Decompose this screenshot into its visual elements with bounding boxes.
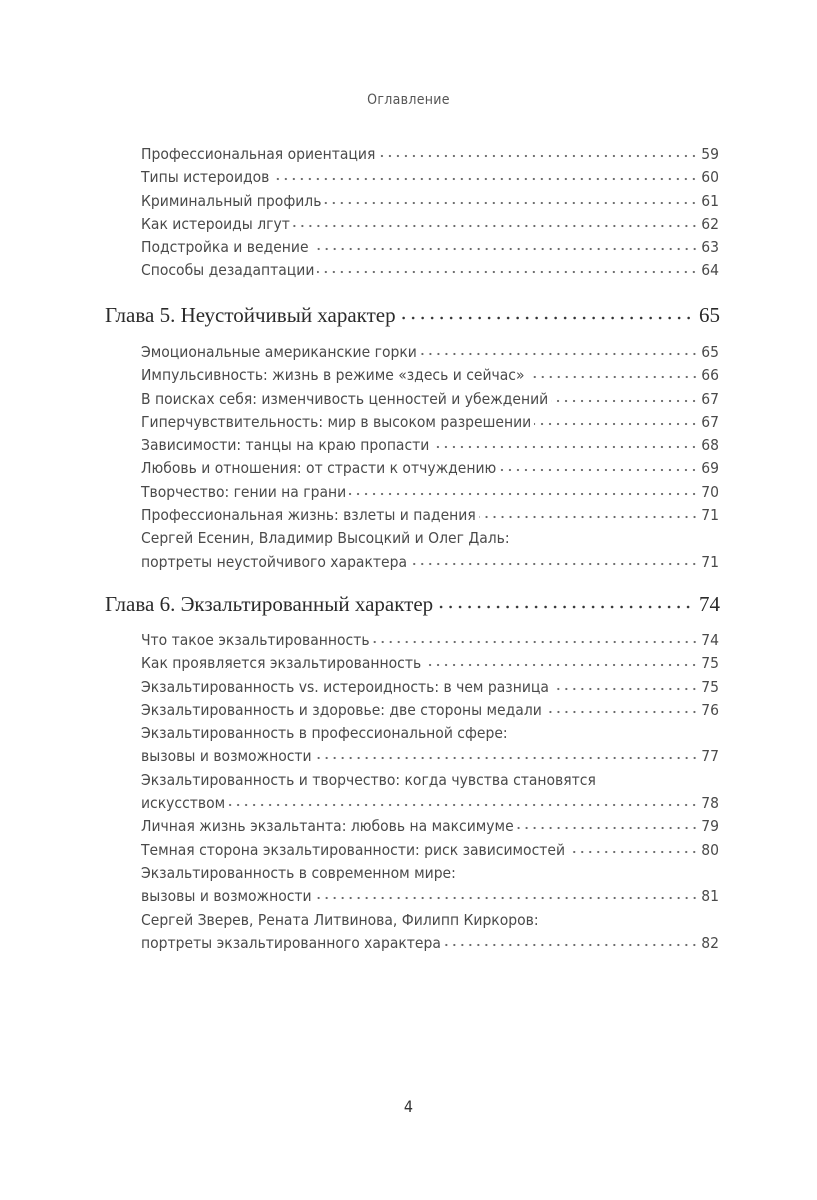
- chapter-page: 74: [699, 592, 720, 616]
- toc-entry-title: Сергей Зверев, Рената Литвинова, Филипп Киркоров:: [141, 910, 539, 929]
- toc-entry-line: [141, 364, 719, 387]
- toc-entry-line: [141, 629, 719, 652]
- dot-leader: [424, 662, 698, 668]
- toc-chapter-5-list: [141, 341, 719, 574]
- toc-entry-page: 79: [701, 817, 719, 836]
- toc-entry[interactable]: [141, 527, 719, 574]
- toc-entry-line: [141, 481, 719, 504]
- toc-entry-title: Экзальтированность в современном мире:: [141, 863, 456, 882]
- running-head: Оглавление: [367, 92, 450, 108]
- toc-entry[interactable]: [141, 909, 719, 956]
- toc-entry-line: [141, 862, 719, 885]
- toc-entry-line: [141, 769, 719, 792]
- dot-leader: [552, 686, 698, 692]
- toc-entry-page: 76: [701, 700, 719, 719]
- toc-entry-page: 81: [701, 887, 719, 906]
- toc-entry-title: вызовы и возможности: [141, 887, 312, 906]
- toc-entry-line: [141, 676, 719, 699]
- toc-entry-line: [141, 792, 719, 815]
- dot-leader: [312, 246, 699, 252]
- toc-entry-page: 60: [701, 168, 719, 187]
- toc-entry-title: Экзальтированность в профессиональной сфере:: [141, 724, 508, 743]
- toc-chapter-6-list: [141, 629, 719, 955]
- toc-entry-line: [141, 699, 719, 722]
- toc-entry-title: Темная сторона экзальтированности: риск зависимостей: [141, 840, 566, 859]
- toc-entry-line: [141, 213, 719, 236]
- toc-entry[interactable]: [141, 862, 719, 909]
- dot-leader: [432, 444, 698, 450]
- toc-entry-title: Сергей Есенин, Владимир Высоцкий и Олег Даль:: [141, 529, 510, 548]
- toc-entry-line: [141, 236, 719, 259]
- toc-entry-page: 67: [701, 412, 719, 431]
- toc-entry[interactable]: [141, 676, 719, 699]
- toc-entry[interactable]: [141, 504, 719, 527]
- toc-entry-page: 69: [701, 459, 719, 478]
- dot-leader: [293, 223, 698, 229]
- dot-leader: [373, 639, 699, 645]
- toc-entry[interactable]: [141, 652, 719, 675]
- toc-entry-line: [141, 932, 719, 955]
- toc-entry-line: [141, 745, 719, 768]
- toc-entry-title: Экзальтированность vs. истероидность: в чем разница: [141, 677, 549, 696]
- dot-leader: [528, 374, 699, 380]
- toc-entry-page: 63: [701, 238, 719, 257]
- page-number: 4: [403, 1097, 414, 1116]
- toc-entry-line: [141, 143, 719, 166]
- toc-entry[interactable]: [141, 815, 719, 838]
- toc-entry-title: Как проявляется экзальтированность: [141, 654, 422, 673]
- toc-entry-page: 77: [701, 747, 719, 766]
- toc-entry-page: 66: [701, 366, 719, 385]
- toc-entry-page: 78: [701, 794, 719, 813]
- toc-entry-line: [141, 815, 719, 838]
- dot-leader: [228, 802, 698, 808]
- toc-entry[interactable]: [141, 457, 719, 480]
- toc-entry-page: 59: [701, 145, 719, 163]
- chapter-heading[interactable]: [105, 303, 720, 328]
- toc-entry-line: [141, 190, 719, 213]
- toc-entry-title: портреты экзальтированного характера: [141, 933, 441, 952]
- toc-entry-line: [141, 504, 719, 527]
- toc-entry-page: 75: [701, 677, 719, 696]
- dot-leader: [420, 351, 698, 357]
- toc-entry-page: 82: [701, 933, 719, 952]
- toc-entry-line: [141, 166, 719, 189]
- dot-leader: [444, 942, 698, 948]
- toc-entry-title: Любовь и отношения: от страсти к отчуждению: [141, 459, 497, 478]
- toc-entry-title: вызовы и возможности: [141, 747, 312, 766]
- toc-entry-page: 71: [701, 506, 719, 525]
- toc-entry-page: 65: [701, 343, 719, 361]
- toc-entry[interactable]: [141, 434, 719, 457]
- toc-entry-page: 62: [701, 214, 719, 233]
- chapter-title: Глава 6. Экзальтированный характер: [105, 592, 434, 616]
- toc-entry-line: [141, 652, 719, 675]
- dot-leader: [324, 200, 698, 206]
- chapter-page: 65: [699, 303, 720, 327]
- toc-entry-page: 80: [701, 840, 719, 859]
- dot-leader: [499, 467, 698, 473]
- dot-leader: [402, 314, 693, 322]
- toc-entry-title: портреты неустойчивого характера: [141, 552, 408, 571]
- toc-entry-title: Что такое экзальтированность: [141, 631, 370, 649]
- dot-leader: [349, 491, 698, 497]
- chapter-title: Глава 5. Неустойчивый характер: [105, 303, 396, 327]
- toc-entry-title: Профессиональная ориентация: [141, 145, 376, 163]
- toc-entry-title: Криминальный профиль: [141, 191, 322, 210]
- dot-leader: [315, 895, 699, 901]
- toc-entry-page: 74: [701, 631, 719, 649]
- toc-entry[interactable]: [141, 411, 719, 434]
- toc-entry[interactable]: [141, 236, 719, 259]
- dot-leader: [272, 176, 698, 182]
- toc-entry-title: Способы дезадаптации: [141, 261, 315, 280]
- dot-leader: [378, 153, 698, 159]
- toc-entry-title: Гиперчувствительность: мир в высоком разрешении: [141, 412, 532, 431]
- toc-entry[interactable]: [141, 388, 719, 411]
- toc-entry-title: Импульсивность: жизнь в режиме «здесь и сейчас»: [141, 366, 525, 385]
- toc-entry-title: Типы истероидов: [141, 168, 270, 187]
- dot-leader: [315, 755, 699, 761]
- toc-intro-list: [141, 143, 719, 283]
- toc-entry-page: 61: [701, 191, 719, 210]
- toc-entry-line: [141, 434, 719, 457]
- dot-leader: [568, 849, 698, 855]
- toc-entry-page: 70: [701, 482, 719, 501]
- toc-entry[interactable]: [141, 699, 719, 722]
- toc-entry-line: [141, 885, 719, 908]
- toc-entry[interactable]: [141, 143, 719, 166]
- toc-entry-line: [141, 909, 719, 932]
- toc-entry-page: 67: [701, 389, 719, 408]
- toc-entry-line: [141, 839, 719, 862]
- toc-entry[interactable]: [141, 629, 719, 652]
- toc-entry[interactable]: [141, 481, 719, 504]
- toc-entry[interactable]: [141, 722, 719, 769]
- toc-entry-line: [141, 341, 719, 364]
- toc-entry-title: Экзальтированность и здоровье: две стороны медали: [141, 700, 542, 719]
- toc-entry[interactable]: [141, 259, 719, 282]
- toc-entry-page: 68: [701, 436, 719, 455]
- toc-entry-title: Личная жизнь экзальтанта: любовь на максимуме: [141, 817, 514, 836]
- toc-entry-title: Подстройка и ведение: [141, 238, 309, 257]
- toc-entry-page: 64: [701, 261, 719, 280]
- dot-leader: [551, 398, 698, 404]
- dot-leader: [534, 421, 698, 427]
- dot-leader: [410, 561, 698, 567]
- toc-entry-line: [141, 259, 719, 282]
- toc-entry-line: [141, 411, 719, 434]
- toc-entry-page: 71: [701, 552, 719, 571]
- toc-entry[interactable]: [141, 364, 719, 387]
- toc-entry-title: искусством: [141, 794, 226, 813]
- toc-entry[interactable]: [141, 839, 719, 862]
- toc-entry-line: [141, 457, 719, 480]
- dot-leader: [517, 825, 699, 831]
- dot-leader: [545, 709, 698, 715]
- toc-entry-line: [141, 551, 719, 574]
- toc-entry-title: В поисках себя: изменчивость ценностей и убеждений: [141, 389, 549, 408]
- toc-entry-line: [141, 388, 719, 411]
- toc-entry-line: [141, 722, 719, 745]
- dot-leader: [439, 603, 693, 611]
- toc-entry[interactable]: [141, 341, 719, 364]
- toc-entry[interactable]: [141, 769, 719, 816]
- toc-entry-title: Профессиональная жизнь: взлеты и падения: [141, 506, 476, 525]
- toc-entry-title: Эмоциональные американские горки: [141, 343, 417, 361]
- dot-leader: [317, 269, 698, 275]
- toc-entry[interactable]: [141, 166, 719, 189]
- toc-entry-title: Творчество: гении на грани: [141, 482, 347, 501]
- toc-entry-line: [141, 527, 719, 550]
- toc-entry-page: 75: [701, 654, 719, 673]
- toc-entry-title: Зависимости: танцы на краю пропасти: [141, 436, 430, 455]
- toc-entry-title: Как истероиды лгут: [141, 214, 290, 233]
- dot-leader: [479, 514, 699, 520]
- toc-entry[interactable]: [141, 213, 719, 236]
- chapter-heading[interactable]: [105, 592, 720, 617]
- toc-entry[interactable]: [141, 190, 719, 213]
- toc-entry-title: Экзальтированность и творчество: когда чувства становятся: [141, 770, 596, 789]
